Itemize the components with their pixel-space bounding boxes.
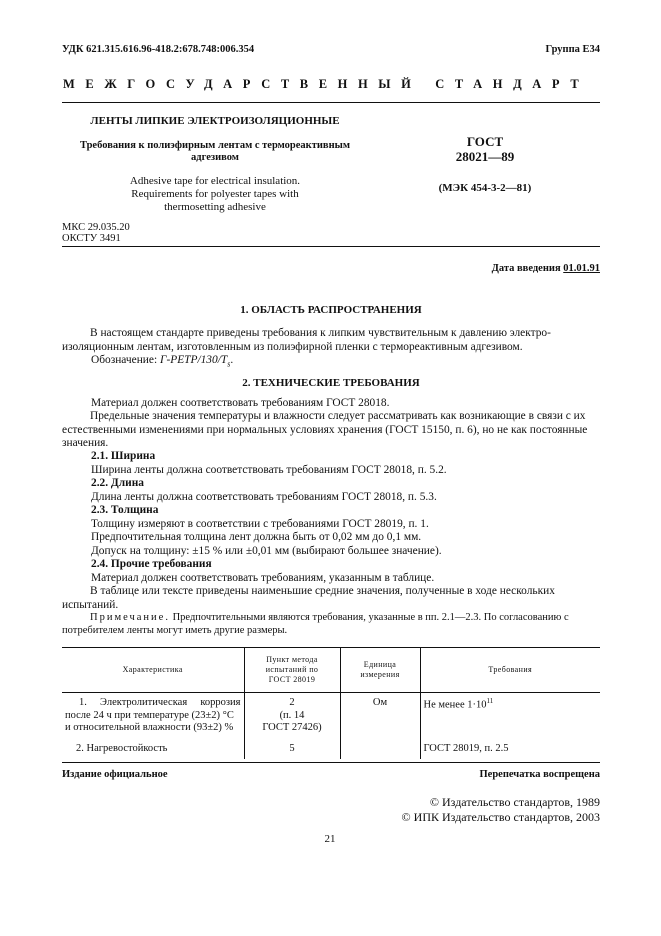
row1-unit: Ом	[340, 693, 420, 735]
requirements-table	[62, 647, 600, 759]
copyright-1989: © Издательство стандартов, 1989	[429, 795, 600, 809]
standard-type: МЕЖГОСУДАРСТВЕННЫЙ СТАНДАРТ	[63, 77, 590, 91]
row2-characteristic: 2. Нагревостойкость	[76, 742, 168, 754]
gost-designation: ГОСТ 28021—89	[455, 134, 515, 164]
document-subtitle: Требования к полиэфирным лентам с термореактивным адгезивом	[79, 140, 350, 163]
header-characteristic: Характеристика	[62, 648, 244, 693]
reprint-prohibited: Перепечатка воспрещена	[479, 769, 600, 780]
subsection-2-3-text-3: Допуск на толщину: ±15 % или ±0,01 мм (выбирают большее значение).	[91, 545, 442, 557]
group-code: Группа Е34	[545, 44, 600, 55]
effective-date: Дата введения 01.01.91	[491, 263, 600, 274]
classifier-codes: МКС 29.035.20 ОКСТУ 3491	[62, 222, 130, 244]
section-1-paragraph: В настоящем стандарте приведены требования к липким чувствительным к давлению электро-изоляционным лентам, изготовленным из полиэфирной пленки с термореактивным адгезивом.	[62, 327, 551, 353]
section-2-heading: 2. ТЕХНИЧЕСКИЕ ТРЕБОВАНИЯ	[242, 377, 420, 389]
header-divider	[62, 102, 600, 103]
note-label: Примечание.	[90, 612, 170, 623]
header-requirements: Требования	[420, 648, 600, 693]
page-number: 21	[324, 833, 336, 845]
section-1-heading: 1. ОБЛАСТЬ РАСПРОСТРАНЕНИЯ	[240, 304, 422, 316]
row2-method: 5	[244, 735, 340, 759]
iec-reference: (МЭК 454-3-2—81)	[438, 182, 532, 194]
header-method: Пункт метода испытаний по ГОСТ 28019	[244, 648, 340, 693]
note-text: Предпочтительными являются требования, указанные в пп. 2.1—2.3. По согласованию с потребителем ленты могут иметь другие размеры.	[62, 612, 569, 636]
title-divider	[62, 246, 600, 247]
english-title: Adhesive tape for electrical insulation. Requirements for polyester tapes with thermosetting adhesive	[129, 175, 301, 213]
header-unit: Единица измерения	[340, 648, 420, 693]
row2-unit	[340, 735, 420, 759]
subsection-2-4-title: 2.4. Прочие требования	[91, 558, 212, 570]
note	[62, 611, 602, 637]
subsection-2-1-text: Ширина ленты должна соответствовать требованиям ГОСТ 28018, п. 5.2.	[91, 464, 447, 476]
subsection-2-3-text-1: Толщину измеряют в соответствии с требованиями ГОСТ 28019, п. 1.	[91, 518, 429, 530]
footer-divider	[62, 762, 600, 763]
udk-code: УДК 621.315.616.96-418.2:678.748:006.354	[62, 44, 255, 55]
table-row	[62, 693, 600, 735]
official-edition: Издание официальное	[62, 769, 168, 780]
copyright-2003: © ИПК Издательство стандартов, 2003	[401, 810, 600, 824]
table-header-row	[62, 648, 600, 693]
subsection-2-4-text-2: В таблице или тексте приведены наименьшие средние значения, полученные в ходе нескольких испытаний.	[62, 585, 555, 611]
document-title: ЛЕНТЫ ЛИПКИЕ ЭЛЕКТРОИЗОЛЯЦИОННЫЕ	[90, 115, 340, 127]
row1-characteristic: 1. Электролитическая коррозия после 24 ч при температуре (23±2) °С и относительной влажности (93±2) %	[65, 697, 241, 733]
subsection-2-2-text: Длина ленты должна соответствовать требованиям ГОСТ 28018, п. 5.3.	[91, 491, 437, 503]
section-2-paragraph-1: Материал должен соответствовать требованиям ГОСТ 28018.	[91, 397, 390, 409]
designation: Обозначение: $Г-PETP/130/T_s$.	[91, 354, 234, 369]
subsection-2-3-title: 2.3. Толщина	[91, 504, 159, 516]
subsection-2-1-title: 2.1. Ширина	[91, 450, 156, 462]
row1-requirement: Не менее $1\cdot 10^{11}$	[420, 693, 600, 735]
row1-method: 2 (п. 14 ГОСТ 27426)	[244, 693, 340, 735]
section-2-paragraph-2: Предельные значения температуры и влажности следует рассматривать как возникающие в связи с их естественными изменениями при нормальных условиях хранения (ГОСТ 15150, п. 6), но не как постоянные значения.	[62, 410, 588, 449]
subsection-2-4-text-1: Материал должен соответствовать требованиям, указанным в таблице.	[91, 572, 435, 584]
subsection-2-2-title: 2.2. Длина	[91, 477, 144, 489]
row2-requirement: ГОСТ 28019, п. 2.5	[420, 735, 600, 759]
table-row	[62, 735, 600, 759]
effective-date-value: 01.01.91	[563, 263, 600, 274]
subsection-2-3-text-2: Предпочтительная толщина лент должна быть от 0,02 мм до 0,1 мм.	[91, 531, 422, 543]
